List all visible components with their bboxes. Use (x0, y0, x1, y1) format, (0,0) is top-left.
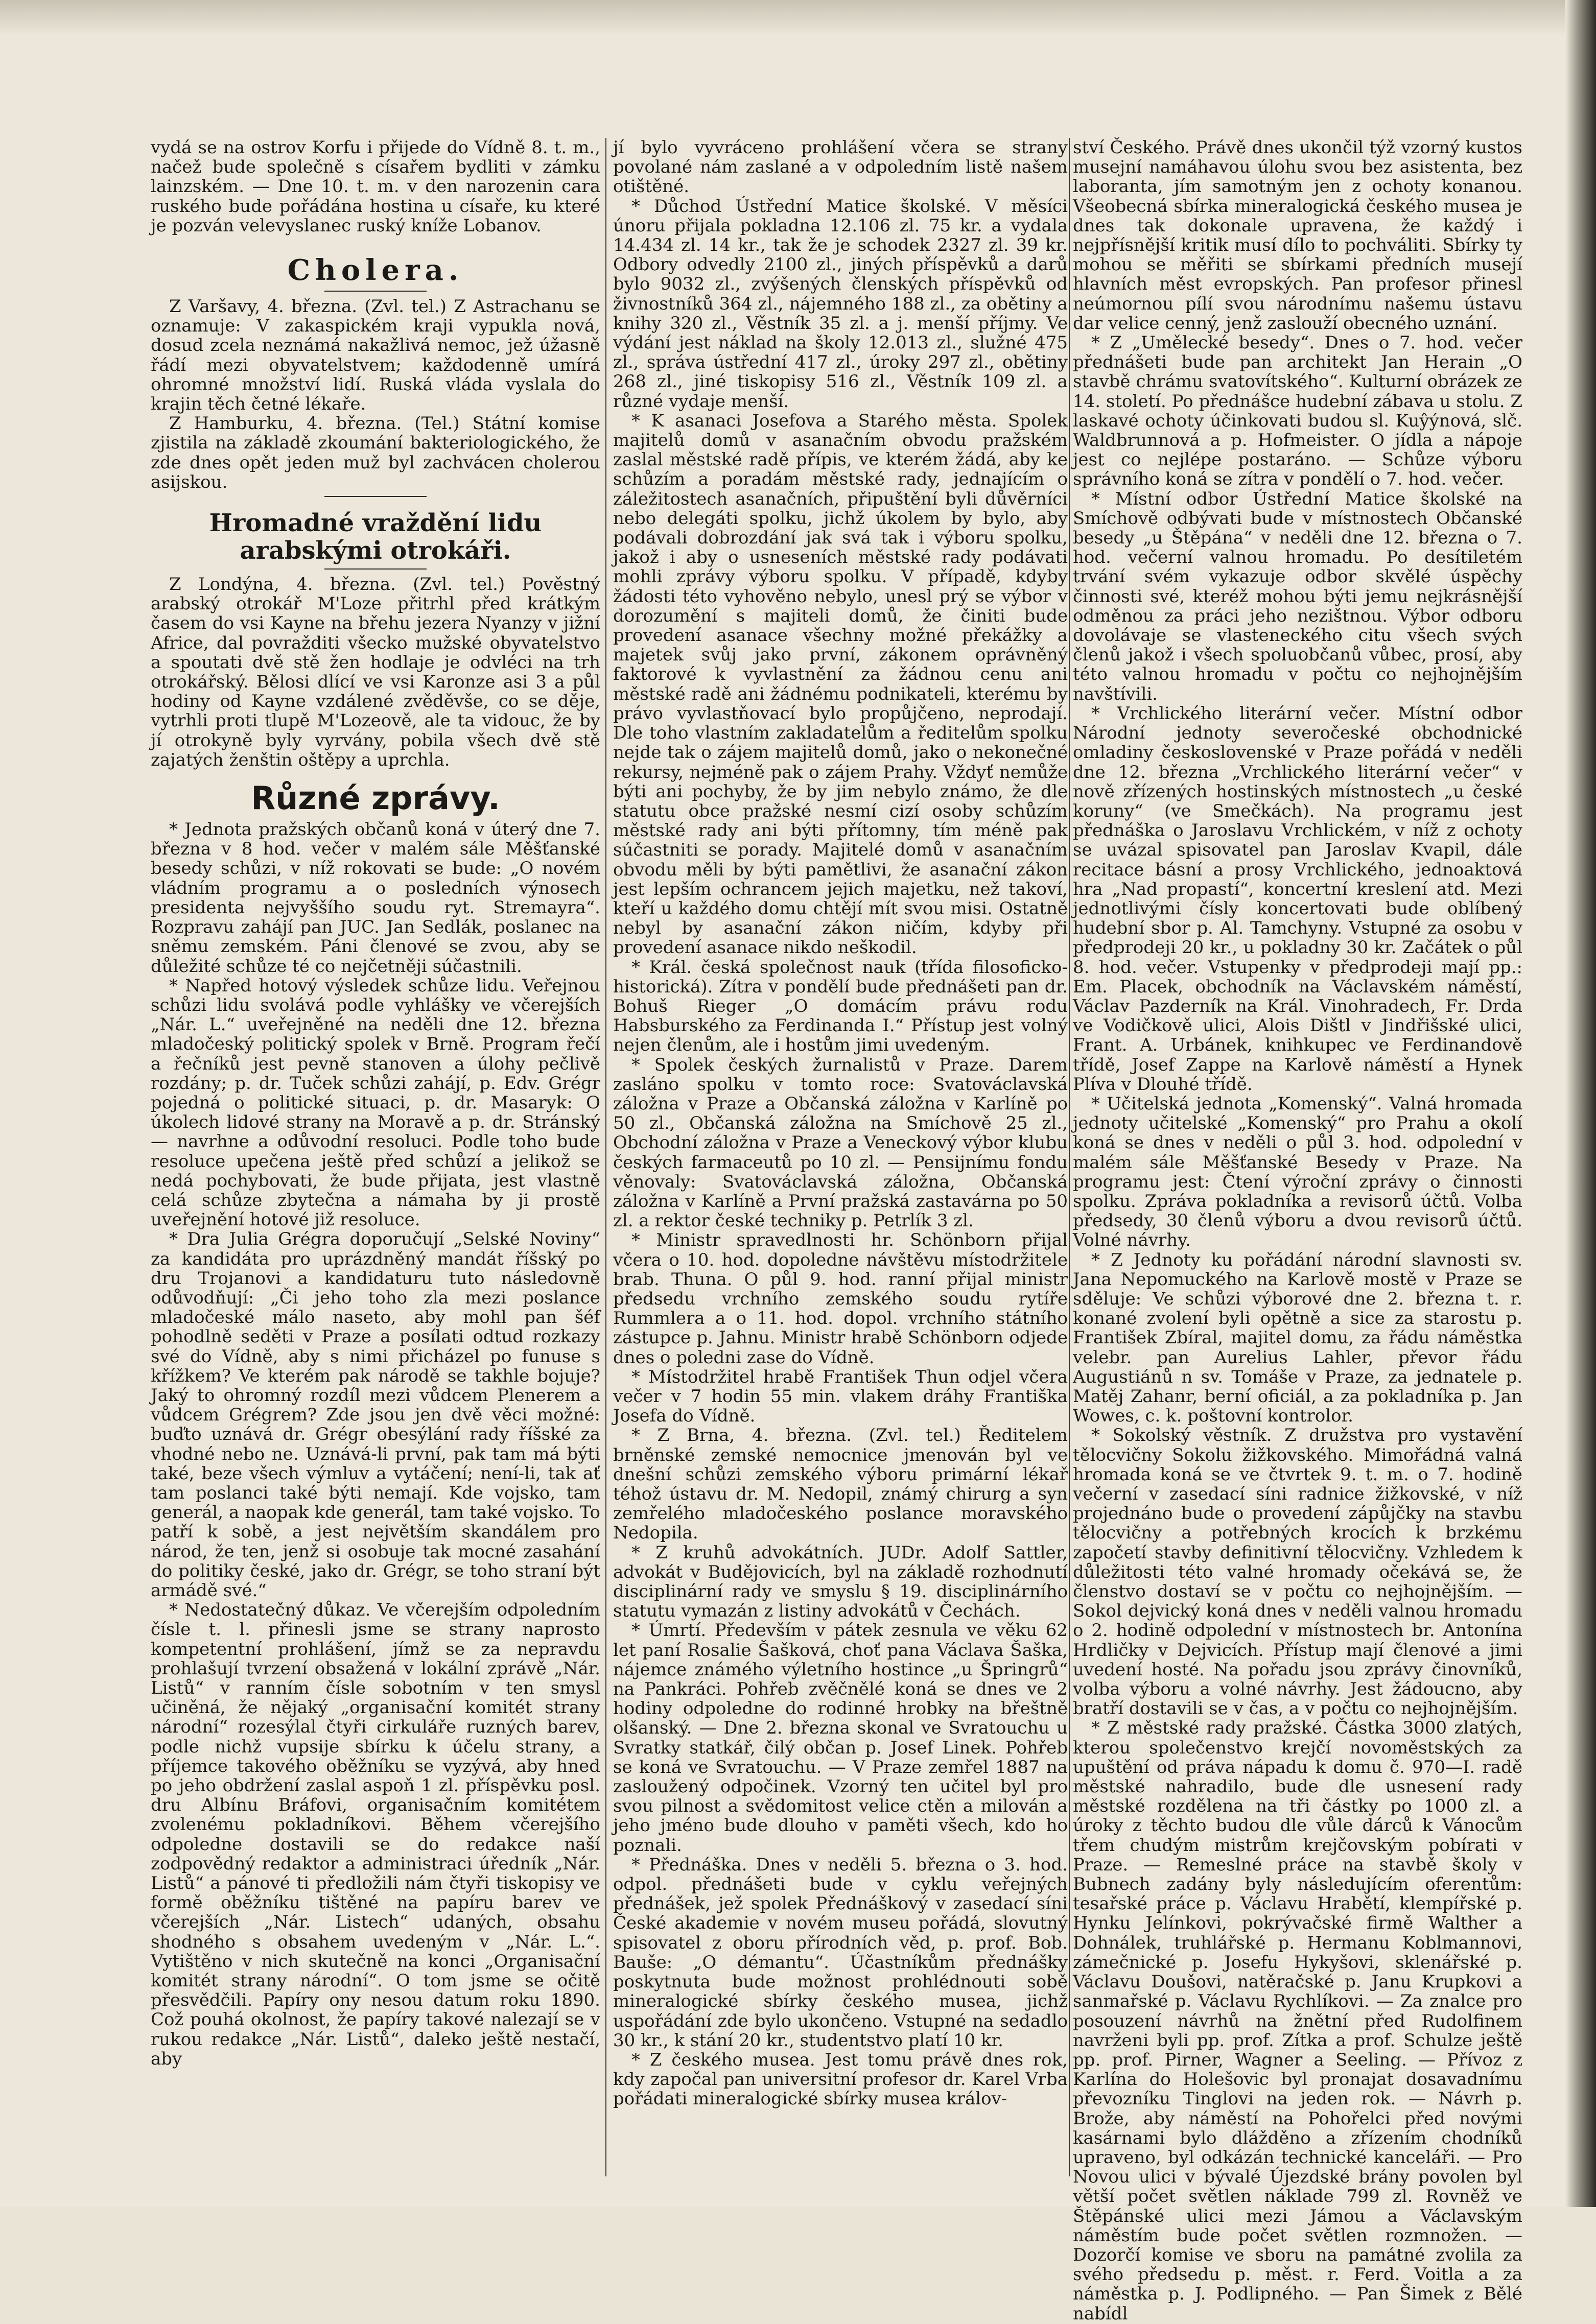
cholera-report-hamburg: Z Hamburku, 4. března. (Tel.) Státní komise zjistila na základě zkoumání bakteriologického, že zde dnes opět jeden muž byl zachvácen cholerou asijskou. (151, 413, 600, 492)
news-item: * Jednota pražských občanů koná v úterý dne 7. března v 8 hod. večer v malém sále Měšťanské besedy schůzi, v níž rokovati se bude: „O novém vládním programu a o posledních výnosech presidenta nejvyššího soudu ryt. Stremayra“. Rozpravu zahájí pan JUC. Jan Sedlák, poslanec na sněmu zemském. Páni členové se zvou, aby se důležité schůze té co nejčetněji súčastnili. (151, 819, 600, 977)
article-continuation: ství Českého. Právě dnes ukončil týž vzorný kustos musejní namáhavou úlohu svou bez asistenta, bez laboranta, jím samotným jen z ochoty konanou. Všeobecná sbírka mineralogická českého musea je dnes tak dokonale upravena, že každý i nejpřísnější kritik musí dílo to pochváliti. Sbírky ty mohou se měřiti se sbírkami předních musejí hlavních měst evropských. Pan profesor přinesl neúmornou pílí svou národnímu našemu ústavu dar velice cenný, jenž zaslouží obecného uznání. (1073, 137, 1522, 334)
news-item: * Z „Umělecké besedy“. Dnes o 7. hod. večer přednášeti bude pan architekt Jan Herain „O stavbě chrámu svatovítského“. Kulturní obrázek ze 14. století. Po přednášce hudební zábava u stolu. Z laskavé ochoty účinkovati budou sl. Kuŷýnová, slč. Waldbrunnová a p. Hofmeister. O jídla a nápoje jest co nejlépe postaráno. — Schůze výboru správního koná se zítra v pondělí o 7. hod. večer. (1073, 333, 1522, 490)
news-item: * Z Jednoty ku pořádání národní slavnosti sv. Jana Nepomuckého na Karlově mostě v Praze se sděluje: Ve schůzi výborové dne 2. března t. r. konané zvolení byli opětně a sice za starostu p. František Zbíral, majitel domu, za řádu náměstka velebr. pan Aurelius Lahler, převor řádu Augustiánů n sv. Tomáše v Praze, za jednatele p. Matěj Zahanr, berní oficiál, a za pokladníka p. Jan Wowes, c. k. poštovní kontrolor. (1073, 1249, 1522, 1427)
news-item: * Z Brna, 4. března. (Zvl. tel.) Ředitelem brněnské zemské nemocnice jmenován byl ve dnešní schůzi zemského výboru primární lékař téhož ústavu dr. M. Nedopil, známý chirurg a syn zemřelého mladočeského poslance moravského Nedopila. (613, 1425, 1068, 1544)
section-heading-news: Různé zprávy. (251, 779, 500, 817)
separator (324, 568, 427, 570)
scan-right-edge (1565, 0, 1596, 2207)
news-item: * Místodržitel hrabě František Thun odjel včera večer v 7 hodin 55 min. vlakem dráhy Františka Josefa do Vídně. (613, 1366, 1068, 1427)
news-item: * Z kruhů advokátních. JUDr. Adolf Sattler, advokát v Budějovicích, byl na základě rozhodnutí disciplinární rady ve smyslu § 19. disciplinárního statutu vymazán z listiny advokátů v Čechách. (613, 1542, 1068, 1622)
column-1 (151, 138, 600, 2187)
news-item: * Napřed hotový výsledek schůze lidu. Veřejnou schůzi lidu svolává podle vyhlášky ve včerejších „Nár. L.“ uveřejněné na neděli dne 12. března mladočeský politický spolek v Brně. Program řečí a řečníků jest pevně stanoven a úlohy pečlivě rozdány; p. dr. Tuček schůzi zahájí, p. Edv. Grégr pojedná o politické situaci, p. dr. Masaryk: O úkolech lidové strany na Moravě a p. dr. Stránský — navrhne a odůvodní resoluci. Podle toho bude resoluce upečena ještě před schůzí a jelikož se nedá pochybovati, že bude přijata, jest vlastně celá schůze zbytečna a námaha by ji prostě uveřejnění hotové již resoluce. (151, 975, 600, 1230)
news-item: * Dra Julia Grégra doporučují „Selské Noviny“ za kandidáta pro uprázdněný mandát říšský po dru Trojanovi a kandidaturu tuto následovně odůvodňují: „Či jeho toho zla mezi poslance mladočeské málo naseto, aby mohl pan šéf pohodlně seděti v Praze a posílati odtud rozkazy své do Vídně, aby s nimi přicházel po funuse s křížkem? Ve kterém pak národě se takhle bojuje? Jaký to ohromný rozdíl mezi vůdcem Plenerem a vůdcem Grégrem? Zde jsou jen dvě věci možné: buďto uznává dr. Grégr obesýlání rady říšské za vhodné nebo ne. Uznává-li první, pak tam má býti také, beze všech výmluv a vytáčení; není-li, tak ať tam poslanci také býti nemají. Kde vojsko, tam generál, a naopak kde generál, tam také vojsko. To patří k sobě, a jest největším skandálem pro národ, že ten, jenž si osobuje tak mocné zasahání do politiky české, jako dr. Grégr, se toho straní být armádě své.“ (151, 1229, 600, 1601)
column-2 (613, 138, 1068, 2187)
cholera-report-warsaw: Z Varšavy, 4. března. (Zvl. tel.) Z Astrachanu se oznamuje: V zakaspickém kraji vypukla nová, dosud zcela neznámá nakažlivá nemoc, jež úžasně řádí mezi obyvatelstvem; každodenně umírá ohromné množství lidí. Ruská vláda vyslala do krajin těch četné lékaře. (151, 296, 600, 415)
news-item: * Král. česká společnost nauk (třída filosoficko-historická). Zítra v pondělí bude přednášeti pan dr. Bohuš Rieger „O domácím právu rodu Habsburského za Ferdinanda I.“ Přístup jest volný nejen členům, ale i hostům jimi uvedeným. (613, 957, 1068, 1056)
news-item: * Vrchlického literární večer. Místní odbor Národní jednoty severočeské obchodnické omladiny československé v Praze pořádá v neděli dne 12. března „Vrchlického literární večer“ v nově zřízených hostinských místnostech „u české koruny“ (ve Smečkách). Na programu jest přednáška o Jaroslavu Vrchlickém, v níž z ochoty se uvázal spisovatel pan Jaroslav Kvapil, dále recitace básní a prosy Vrchlického, jednoaktová hra „Nad propastí“, koncertní kreslení atd. Mezi jednotlivými čísly koncertovati bude oblíbený hudební sbor p. Al. Tamchyny. Vstupné za osobu v předprodeji 20 kr., u pokladny 30 kr. Začátek o půl 8. hod. večer. Vstupenky v předprodeji mají pp.: Em. Placek, obchodník na Václavském náměstí, Václav Pazderník na Král. Vinohradech, Fr. Drda ve Vodičkově ulici, Alois Dištl v Jindřišské ulici, Frant. A. Urbánek, knihkupec ve Ferdinandově třídě, Josef Zappe na Karlově náměstí a Hynek Plíva v Dlouhé třídě. (1073, 703, 1522, 1095)
news-item: * K asanaci Josefova a Starého města. Spolek majitelů domů v asanačním obvodu pražském zaslal městské radě přípis, ve kterém žádá, aby ke schůzím a poradám městské rady, jednajícím o záležitostech asanačních, připuštění byli důvěrníci nebo delegáti spolku, jichž úkolem by bylo, aby podávali dobrozdání jak svá tak i výboru spolku, jakož i aby o usneseních městské rady podávati mohli zprávy výboru spolku. V případě, kdyby žádosti této vyhověno nebylo, unesl prý se výbor v dorozumění s majiteli domů, že činiti bude provedení asanace všechny možné překážky a majetek svůj jako první, zákonem oprávněný faktorové k vyvlastnění za žádnou cenu ani městské radě ani žádnému podnikateli, kterému by právo vyvlastňovací bylo propůjčeno, neprodají. Dle toho vlastním zakladatelům a ředitelům spolku nejde tak o zájem majitelů domů, jako o nekonečné rekursy, nejméně pak o zájem Prahy. Vždyť nemůže býti ani pochyby, že by jim nebylo známo, že dle statutu obce pražské nesmí cizí osoby schůzím městské rady ani býti přítomny, tím méně pak súčastniti se porady. Majitelé domů v asanačním obvodu měli by býti pamětlivi, že asanační zákon jest lepším ochrancem jejich majetku, než takoví, kteří u každého domu chtějí mít svou misi. Ostatně nebyl by asanační zákon ničím, kdyby při provedení asanace nikdo neškodil. (613, 410, 1068, 958)
article-continuation: jí bylo vyvráceno prohlášení včera se strany povolané nám zaslané a v odpoledním listě našem otištěné. (613, 137, 1068, 197)
news-item: * Z městské rady pražské. Částka 3000 zlatých, kterou společenstvo krejčí novoměstských za upuštění od práva nápadu k domu č. 970—I. radě městské nahradilo, bude dle usnesení rady městské rozdělena na tři částky po 1000 zl. a úroky z těchto budou dle vůle dárců k Vánocům třem chudým mistrům krejčovským pobírati v Praze. — Remeslné práce na stavbě školy v Bubnech zadány byly následujícím oferentům: tesařské práce p. Václavu Hrabětí, klempířské p. Hynku Jelínkovi, pokrývačské firmě Walther a Dohnálek, truhlářské p. Hermanu Koblmannovi, zámečnické p. Josefu Hykyšovi, sklenářské p. Václavu Doušovi, natěračské p. Janu Krupkovi a sanmařské p. Václavu Rychlíkovi. — Za znalce pro posouzení návrhů na žnětní před Rudolfinem navrženi byli pp. prof. Zítka a prof. Schulze ještě pp. prof. Pirner, Wagner a Seeling. — Přívoz z Karlína do Holešovic byl pronajat dosavadnímu převozníku Tinglovi na jeden rok. — Návrh p. Brože, aby náměstí na Pohořelci před novými kasárnami bylo dlážděno a zřízením chodníků upraveno, byl odkázán technické kanceláři. — Pro Novou ulici v bývalé Újezdské brány povolen byl větší počet světlen náklade 799 zl. Rovněž ve Štěpánské ulici mezi Jámou a Václavským náměstím bude počet světlen rozmnožen. — Dozorčí komise ve sboru na památné zvolila za svého předsedu p. měst. r. Ferd. Voitla a za náměstka p. J. Podlipného. — Pan Šimek z Bělé nabídl (1073, 1718, 1522, 2324)
news-item: * Sokolský věstník. Z družstva pro vystavění tělocvičny Sokolu žižkovského. Mimořádná valná hromada koná se ve čtvrtek 9. t. m. o 7. hodině večerní v zasedací síni radnice žižkovské, v níž projednáno bude o provedení zápůjčky na stavbu tělocvičny a potřebných krocích k brzkému započetí stavby definitivní tělocvičny. Vzhledem k důležitosti této valné hromady očekává se, že členstvo dostaví se v počtu co nejhojnějším. — Sokol dejvický koná dnes v neděli valnou hromadu o 2. hodině odpolední v místnostech br. Antonína Hrdličky v Dejvicích. Přístup mají členové a jimi uvedení hosté. Na pořadu jsou zprávy činovníků, volba výboru a volné návrhy. Jest žádoucno, aby bratří dostavili se v čas, a v počtu co nejhojnějším. (1073, 1425, 1522, 1719)
separator (324, 496, 427, 497)
news-item: * Přednáška. Dnes v neděli 5. března o 3. hod. odpol. přednášeti bude v cyklu veřejných přednášek, jež spolek Přednáškový v zasedací síni České akademie v novém museu pořádá, slovutný spisovatel z oboru přírodních věd, p. prof. Bob. Bauše: „O démantu“. Účastníkům přednášky poskytnuta bude možnost prohlédnouti sobě mineralogické sbírky českého musea, jichž uspořádání zde bylo ukončeno. Vstupné na sedadlo 30 kr., k stání 20 kr., studentstvo platí 10 kr. (613, 1854, 1068, 2051)
section-heading-massacre: Hromadné vraždění lidu arabskými otrokáři. (209, 509, 542, 565)
news-item: * Z českého musea. Jest tomu právě dnes rok, kdy započal pan universitní profesor dr. Karel Vrba pořádati mineralogické sbírky musea králov- (613, 2049, 1068, 2109)
separator (324, 291, 427, 292)
news-item: * Učitelská jednota „Komenský“. Valná hromada jednoty učitelské „Komenský“ pro Prahu a okolí koná se dnes v neděli o půl 3. hod. odpolední v malém sále Měšťanské Besedy v Praze. Na programu jest: Čtení výroční zprávy o činnosti spolku. Zpráva pokladníka a revisorů účtů. Volba předsedy, 30 členů výboru a dvou revisorů účtů. Volné návrhy. (1073, 1093, 1522, 1251)
news-item: * Místní odbor Ústřední Matice školské na Smíchově odbývati bude v místnostech Občanské besedy „u Štěpána“ v neděli dne 12. března o 7. hod. večerní valnou hromadu. Po desítiletém trvání svém vykazuje odbor skvělé úspěchy činnosti své, kteréž mohou býti jemu nejkrásnější odměnou za práci jeho nezištnou. Výbor odboru dovolávaje se vlasteneckého citu všech svých členů jakož i všech spoluobčanů vůbec, prosí, aby této valnou hromadu v počtu co nejhojnějším navštívili. (1073, 488, 1522, 704)
column-rule-1 (605, 138, 606, 2176)
news-item: * Nedostatečný důkaz. Ve včerejším odpoledním čísle t. l. přinesli jsme se strany naprosto kompetentní prohlášení, jímž se za nepravdu prohlašují tvrzení obsažená v lokální zprávě „Nár. Listů“ v ranním čísle sobotním v ten smysl učiněná, že nějaký „organisační komitét strany národní“ rozesýlal čtyři cirkuláře ruzných barev, podle nichž vupsije sbírku k účelu strany, a příjemce takového oběžníku se vyzývá, aby hned po jeho obdržení zaslal aspoň 1 zl. příspěvku posl. dru Albínu Bráfovi, organisačním komitétem zvolenému pokladníkovi. Během včerejšího odpoledne dostavili se do redakce naší zodpovědný redaktor a administraci úředník „Nár. Listů“ a pánové ti předložili nám čtyři tiskopisy ve formě oběžníku tištěné na papíru barev ve včerejších „Nár. Listech“ udaných, obsahu shodného s obsahem uvedeným v „Nár. L.“. Vytištěno v nich skutečně na konci „Organisační komitét strany národní“. O tom jsme se očitě přesvědčili. Papíry ony nesou datum roku 1890. Což pouhá okolnost, že papíry takové nalezají se v rukou redakce „Nár. Listů“, daleko ještě nestačí, aby (151, 1600, 600, 2069)
news-item: * Důchod Ústřední Matice školské. V měsíci únoru přijala pokladna 12.106 zl. 75 kr. a vydala 14.434 zl. 14 kr., tak že je schodek 2327 zl. 39 kr. Odbory odvedly 2100 zl., jiných příspěvků a darů bylo 9032 zl., zvýšených členských příspěvků od živnostníků 364 zl., nájemného 188 zl., za obětiny a knihy 320 zl., Věstník 35 zl. a j. menší příjmy. Ve výdání jest náklad na školy 12.013 zl., služné 475 zl., správa ústřední 417 zl., úroky 297 zl., obětiny 268 zl., jiné tiskopisy 516 zl., Věstník 109 zl. a různé vydaje menší. (613, 196, 1068, 412)
news-item: * Ministr spravedlnosti hr. Schönborn přijal včera o 10. hod. dopoledne návštěvu místodržitele brab. Thuna. O půl 9. hod. ranní přijal ministr předsedu vrchního zemského soudu rytíře Rummlera a o 11. hod. dopol. vrchního státního zástupce p. Jahnu. Ministr hrabě Schönborn odjede dnes o poledni zase do Vídně. (613, 1230, 1068, 1368)
news-item: * Úmrtí. Především v pátek zesnula ve věku 62 let paní Rosalie Šašková, choť pana Václava Šaška, nájemce známého výletního hostince „u Špringrů“ na Pankráci. Pohřeb zvěčnělé koná se dnes ve 2 hodiny odpoledne do rodinné hrobky na břeštně olšanský. — Dne 2. března skonal ve Svratouchu u Svratky statkář, čilý občan p. Josef Linek. Pohřeb se koná ve Svratouchu. — V Praze zemřel 1887 na zasloužený odpočinek. Vzorný ten učitel byl pro svou pilnost a svědomitost velice ctěn a milován a jeho jméno bude dlouho v paměti všech, kdo ho poznali. (613, 1620, 1068, 1856)
section-heading-cholera: Cholera. (287, 253, 464, 288)
article-continuation: vydá se na ostrov Korfu i přijede do Vídně 8. t. m., načež bude společně s císařem bydliti v zámku lainzském. — Dne 10. t. m. v den narozenin cara ruského bude pořádána hostina u císaře, ku které je pozván velevyslanec ruský kníže Lobanov. (151, 137, 600, 236)
massacre-report: Z Londýna, 4. března. (Zvl. tel.) Pověstný arabský otrokář M'Loze přitrhl před krátkým časem do vsi Kayne na břehu jezera Nyanzy v jižní Africe, dal povražditi všecko mužské obyvatelstvo a spoutati dvě stě žen hodlaje je odvléci na trh otrokářský. Bělosi dlící ve vsi Karonze asi 3 a půl hodiny od Kayne vzdálené zvěděvše, co se děje, vytrhli proti tlupě M'Lozeově, ale ta vidouc, že by jí otrokyně byly vyrvány, pobila všech dvě stě zajatých ženštin oštěpy a uprchla. (151, 574, 600, 770)
column-rule-2 (1069, 138, 1070, 2176)
column-3 (1073, 137, 1522, 2324)
news-item: * Spolek českých žurnalistů v Praze. Darem zasláno spolku v tomto roce: Svatováclavská záložna v Praze a Občanská záložna v Karlíně po 50 zl., Občanská záložna na Smíchově 25 zl., Obchodní záložna v Praze a Veneckový výbor klubu českých farmaceutů po 10 zl. — Pensijnímu fondu věnovaly: Svatováclavská záložna, Občanská záložna v Karlíně a První pražská zastavárna po 50 zl. a rektor české techniky p. Petrlík 3 zl. (613, 1054, 1068, 1231)
scan-top-shadow (0, 0, 1596, 36)
